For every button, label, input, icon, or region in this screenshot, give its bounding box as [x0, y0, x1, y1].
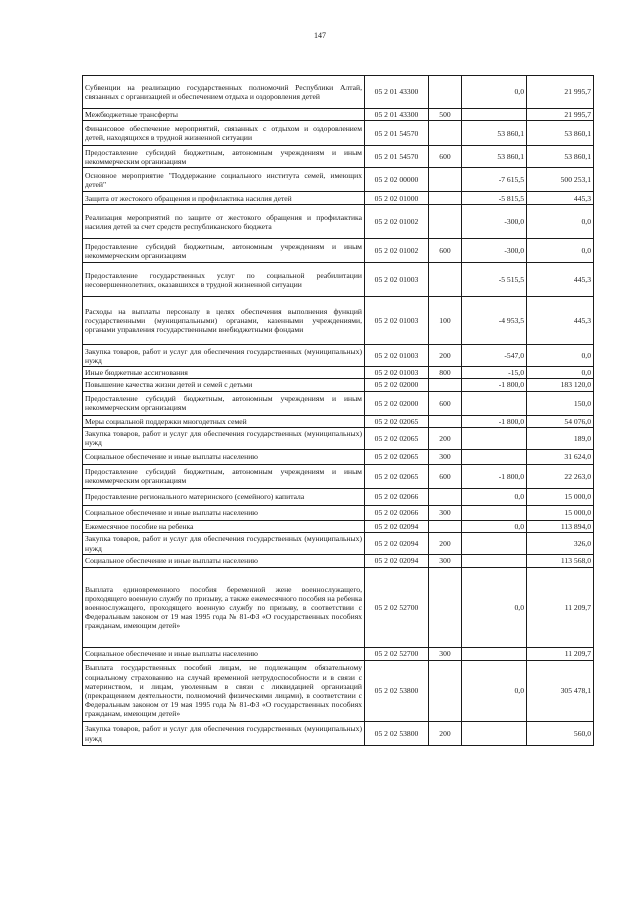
row-amount-total: 15 000,0 — [527, 505, 594, 520]
table-row — [83, 533, 594, 555]
row-amount-change: -547,0 — [462, 345, 527, 367]
table-row — [83, 192, 594, 205]
row-target-code: 05 2 02 53800 — [365, 661, 429, 722]
row-name: Предоставление субсидий бюджетным, автономным учреждениям и иным некоммерческим организациям — [83, 239, 365, 263]
row-amount-change: 0,0 — [462, 488, 527, 505]
row-target-code: 05 2 02 01002 — [365, 239, 429, 263]
row-amount-change: -7 615,5 — [462, 168, 527, 192]
row-expense-type — [429, 192, 462, 205]
row-name: Социальное обеспечение и иные выплаты населению — [83, 648, 365, 661]
row-target-code: 05 2 02 01003 — [365, 297, 429, 345]
table-row — [83, 109, 594, 121]
row-target-code: 05 2 01 43300 — [365, 109, 429, 121]
table-row — [83, 427, 594, 449]
row-amount-change: -300,0 — [462, 239, 527, 263]
row-amount-total: 189,0 — [527, 427, 594, 449]
row-amount-total: 11 209,7 — [527, 568, 594, 648]
row-target-code: 05 2 02 01002 — [365, 205, 429, 239]
row-expense-type: 300 — [429, 449, 462, 464]
row-target-code: 05 2 02 02066 — [365, 488, 429, 505]
row-expense-type: 200 — [429, 722, 462, 746]
row-expense-type: 600 — [429, 391, 462, 415]
row-amount-total: 22 263,0 — [527, 464, 594, 488]
row-amount-change — [462, 427, 527, 449]
table-row — [83, 168, 594, 192]
row-amount-total: 21 995,7 — [527, 76, 594, 109]
row-amount-change: -300,0 — [462, 205, 527, 239]
table-row — [83, 555, 594, 568]
row-name: Предоставление регионального материнского (семейного) капитала — [83, 488, 365, 505]
row-name: Закупка товаров, работ и услуг для обеспечения государственных (муниципальных) нужд — [83, 427, 365, 449]
row-amount-total: 11 209,7 — [527, 648, 594, 661]
row-name: Выплата единовременного пособия беременной жене военнослужащего, проходящего военную службу по призыву, а также ежемесячного пособия на ребенка военнослужащего, проходящего военную службу по призыву, в соответствии с Федеральным законом от 19 мая 1995 года № 81-ФЗ «О государственных пособиях гражданам, имеющим детей» — [83, 568, 365, 648]
row-name: Закупка товаров, работ и услуг для обеспечения государственных (муниципальных) нужд — [83, 722, 365, 746]
row-amount-total: 326,0 — [527, 533, 594, 555]
row-expense-type — [429, 379, 462, 391]
row-name: Предоставление субсидий бюджетным, автономным учреждениям и иным некоммерческим организациям — [83, 464, 365, 488]
row-target-code: 05 2 02 01000 — [365, 192, 429, 205]
table-row — [83, 488, 594, 505]
row-amount-total: 113 568,0 — [527, 555, 594, 568]
row-amount-change: -5 815,5 — [462, 192, 527, 205]
row-target-code: 05 2 02 02094 — [365, 520, 429, 532]
row-name: Повышение качества жизни детей и семей с детьми — [83, 379, 365, 391]
row-name: Социальное обеспечение и иные выплаты населению — [83, 505, 365, 520]
table-row — [83, 239, 594, 263]
row-amount-change — [462, 391, 527, 415]
row-name: Закупка товаров, работ и услуг для обеспечения государственных (муниципальных) нужд — [83, 345, 365, 367]
row-amount-change — [462, 555, 527, 568]
row-amount-change: -5 515,5 — [462, 263, 527, 297]
table-row — [83, 722, 594, 746]
row-amount-total: 0,0 — [527, 367, 594, 379]
row-name: Финансовое обеспечение мероприятий, связанных с отдыхом и оздоровлением детей, находящихся в трудной жизненной ситуации — [83, 121, 365, 146]
row-amount-change: 0,0 — [462, 661, 527, 722]
row-name: Межбюджетные трансферты — [83, 109, 365, 121]
row-target-code: 05 2 02 02065 — [365, 427, 429, 449]
row-target-code: 05 2 02 01003 — [365, 367, 429, 379]
row-expense-type: 100 — [429, 297, 462, 345]
row-target-code: 05 2 02 00000 — [365, 168, 429, 192]
row-amount-change: -1 800,0 — [462, 379, 527, 391]
row-name: Расходы на выплаты персоналу в целях обеспечения выполнения функций государственными (муниципальными) органами, казенными учреждениями, органами управления государственными внебюджетными фондами — [83, 297, 365, 345]
row-expense-type — [429, 520, 462, 532]
row-amount-total: 53 860,1 — [527, 146, 594, 168]
row-expense-type — [429, 415, 462, 427]
row-expense-type: 600 — [429, 239, 462, 263]
row-target-code: 05 2 02 02065 — [365, 415, 429, 427]
row-amount-change: 53 860,1 — [462, 146, 527, 168]
row-expense-type — [429, 168, 462, 192]
row-amount-total: 305 478,1 — [527, 661, 594, 722]
row-amount-total: 500 253,1 — [527, 168, 594, 192]
row-expense-type: 300 — [429, 648, 462, 661]
row-expense-type: 300 — [429, 505, 462, 520]
budget-table — [82, 75, 594, 746]
table-row — [83, 297, 594, 345]
row-name: Выплата государственных пособий лицам, не подлежащим обязательному социальному страхованию на случай временной нетрудоспособности и в связи с материнством, и лицам, уволенным в связи с ликвидацией организаций (прекращением деятельности, полномочий физическими лицами), в соответствии с Федеральным законом от 19 мая 1995 года № 81-ФЗ «О государственных пособиях гражданам, имеющим детей» — [83, 661, 365, 722]
row-target-code: 05 2 02 02065 — [365, 464, 429, 488]
row-name: Предоставление субсидий бюджетным, автономным учреждениям и иным некоммерческим организациям — [83, 146, 365, 168]
row-amount-change — [462, 449, 527, 464]
row-expense-type — [429, 76, 462, 109]
row-target-code: 05 2 02 02000 — [365, 391, 429, 415]
table-row — [83, 379, 594, 391]
row-name: Предоставление государственных услуг по социальной реабилитации несовершеннолетних, оказавшихся в трудной жизненной ситуации — [83, 263, 365, 297]
table-row — [83, 146, 594, 168]
row-amount-total: 0,0 — [527, 205, 594, 239]
row-amount-change — [462, 722, 527, 746]
row-expense-type — [429, 205, 462, 239]
table-row — [83, 367, 594, 379]
row-target-code: 05 2 02 02094 — [365, 533, 429, 555]
row-amount-total: 113 894,0 — [527, 520, 594, 532]
row-amount-change: -15,0 — [462, 367, 527, 379]
row-expense-type: 600 — [429, 146, 462, 168]
row-name: Социальное обеспечение и иные выплаты населению — [83, 449, 365, 464]
row-expense-type: 800 — [429, 367, 462, 379]
row-amount-change — [462, 505, 527, 520]
row-expense-type — [429, 568, 462, 648]
row-target-code: 05 2 02 02000 — [365, 379, 429, 391]
table-row — [83, 520, 594, 532]
row-name: Защита от жестокого обращения и профилактика насилия детей — [83, 192, 365, 205]
row-amount-change: 0,0 — [462, 520, 527, 532]
table-row — [83, 449, 594, 464]
row-target-code: 05 2 02 02094 — [365, 555, 429, 568]
row-expense-type: 600 — [429, 464, 462, 488]
row-target-code: 05 2 02 02066 — [365, 505, 429, 520]
row-amount-change: -1 800,0 — [462, 415, 527, 427]
row-amount-change: 0,0 — [462, 76, 527, 109]
row-target-code: 05 2 01 54570 — [365, 121, 429, 146]
row-target-code: 05 2 02 52700 — [365, 648, 429, 661]
row-expense-type — [429, 488, 462, 505]
row-name: Социальное обеспечение и иные выплаты населению — [83, 555, 365, 568]
row-amount-total: 150,0 — [527, 391, 594, 415]
row-name: Реализация мероприятий по защите от жестокого обращения и профилактика насилия детей за счет средств республиканского бюджета — [83, 205, 365, 239]
table-row — [83, 464, 594, 488]
table-row — [83, 345, 594, 367]
row-name: Основное мероприятие "Поддержание социального института семей, имеющих детей" — [83, 168, 365, 192]
row-amount-total: 0,0 — [527, 239, 594, 263]
row-amount-change — [462, 109, 527, 121]
row-name: Предоставление субсидий бюджетным, автономным учреждениям и иным некоммерческим организациям — [83, 391, 365, 415]
table-row — [83, 648, 594, 661]
row-amount-total: 54 076,0 — [527, 415, 594, 427]
row-amount-change: -1 800,0 — [462, 464, 527, 488]
row-expense-type — [429, 661, 462, 722]
row-amount-change: 53 860,1 — [462, 121, 527, 146]
row-amount-total: 0,0 — [527, 345, 594, 367]
row-amount-change — [462, 648, 527, 661]
table-row — [83, 661, 594, 722]
row-target-code: 05 2 01 43300 — [365, 76, 429, 109]
row-target-code: 05 2 02 01003 — [365, 345, 429, 367]
row-amount-change — [462, 533, 527, 555]
table-row — [83, 391, 594, 415]
row-amount-total: 560,0 — [527, 722, 594, 746]
row-expense-type: 500 — [429, 109, 462, 121]
row-amount-change: 0,0 — [462, 568, 527, 648]
row-name: Меры социальной поддержки многодетных семей — [83, 415, 365, 427]
budget-table-body — [83, 76, 594, 746]
row-expense-type — [429, 121, 462, 146]
row-expense-type: 200 — [429, 345, 462, 367]
row-amount-total: 445,3 — [527, 297, 594, 345]
row-target-code: 05 2 02 02065 — [365, 449, 429, 464]
row-name: Ежемесячное пособие на ребенка — [83, 520, 365, 532]
table-row — [83, 568, 594, 648]
table-row — [83, 121, 594, 146]
table-row — [83, 415, 594, 427]
table-row — [83, 76, 594, 109]
row-name: Иные бюджетные ассигнования — [83, 367, 365, 379]
row-target-code: 05 2 01 54570 — [365, 146, 429, 168]
row-amount-total: 53 860,1 — [527, 121, 594, 146]
row-amount-total: 21 995,7 — [527, 109, 594, 121]
row-expense-type: 300 — [429, 555, 462, 568]
row-amount-total: 445,3 — [527, 263, 594, 297]
row-target-code: 05 2 02 01003 — [365, 263, 429, 297]
table-row — [83, 505, 594, 520]
table-row — [83, 263, 594, 297]
row-target-code: 05 2 02 53800 — [365, 722, 429, 746]
row-amount-total: 31 624,0 — [527, 449, 594, 464]
row-amount-total: 445,3 — [527, 192, 594, 205]
row-target-code: 05 2 02 52700 — [365, 568, 429, 648]
row-expense-type — [429, 263, 462, 297]
row-expense-type: 200 — [429, 427, 462, 449]
row-amount-total: 183 120,0 — [527, 379, 594, 391]
row-amount-change: -4 953,5 — [462, 297, 527, 345]
page-number: 147 — [314, 31, 326, 40]
table-row — [83, 205, 594, 239]
row-name: Закупка товаров, работ и услуг для обеспечения государственных (муниципальных) нужд — [83, 533, 365, 555]
row-amount-total: 15 000,0 — [527, 488, 594, 505]
row-name: Субвенции на реализацию государственных полномочий Республики Алтай, связанных с организацией и обеспечением отдыха и оздоровления детей — [83, 76, 365, 109]
row-expense-type: 200 — [429, 533, 462, 555]
